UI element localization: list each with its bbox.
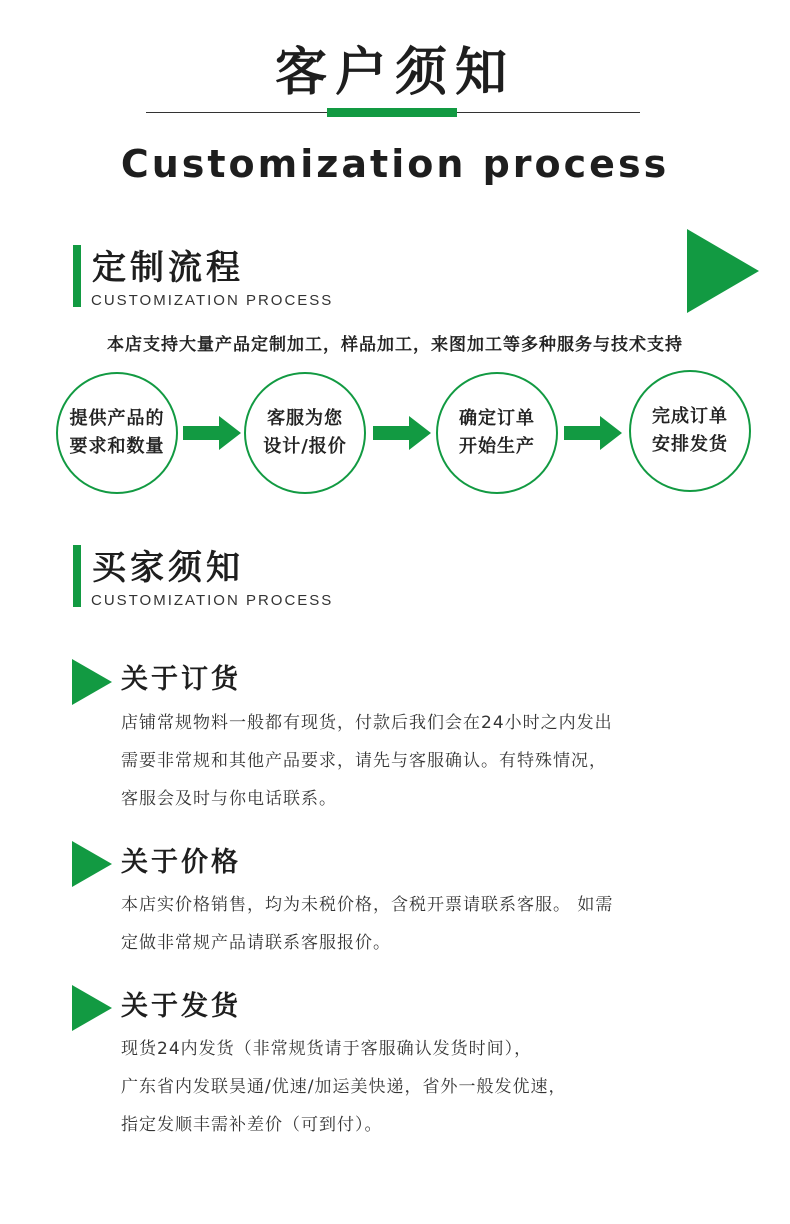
section-bar	[73, 545, 81, 607]
step-circle-4	[629, 370, 751, 492]
notice-line: 客服会及时与你电话联系。	[121, 789, 337, 809]
play-triangle-icon	[72, 985, 112, 1031]
step-line: 客服为您	[267, 408, 343, 429]
notice-item-title: 关于发货	[121, 991, 241, 1022]
page-title: 客户须知	[274, 43, 515, 103]
notice-line: 广东省内发联昊通/优速/加运美快递，省外一般发优速，	[121, 1077, 567, 1097]
step-line: 提供产品的	[69, 408, 165, 429]
notice-item-body	[121, 886, 741, 962]
play-triangle-icon	[687, 229, 759, 313]
step-circle-3	[436, 372, 558, 494]
notice-line: 定做非常规产品请联系客服报价。	[121, 933, 391, 953]
notice-item-title: 关于订货	[121, 664, 241, 695]
notice-line: 指定发顺丰需补差价（可到付）。	[121, 1115, 383, 1135]
play-triangle-icon	[72, 841, 112, 887]
section-subtitle-process: CUSTOMIZATION PROCESS	[91, 292, 334, 309]
notice-line: 需要非常规和其他产品要求，请先与客服确认。有特殊情况，	[121, 751, 607, 771]
step-line: 要求和数量	[69, 436, 165, 457]
right-arrow-icon	[183, 416, 241, 450]
step-circle-2	[244, 372, 366, 494]
title-accent-bar	[327, 108, 457, 117]
notice-line: 店铺常规物料一般都有现货，付款后我们会在24小时之内发出	[121, 713, 613, 733]
right-arrow-icon	[373, 416, 431, 450]
notice-line: 本店实价格销售，均为未税价格，含税开票请联系客服。 如需	[121, 895, 614, 915]
right-arrow-icon	[564, 416, 622, 450]
process-tagline: 本店支持大量产品定制加工，样品加工，来图加工等多种服务与技术支持	[107, 335, 683, 355]
notice-item-title: 关于价格	[121, 847, 241, 878]
step-line: 完成订单	[652, 406, 728, 427]
section-subtitle-notice: CUSTOMIZATION PROCESS	[91, 592, 334, 609]
notice-item-body	[121, 1030, 741, 1144]
notice-line: 现货24内发货（非常规货请于客服确认发货时间），	[121, 1039, 533, 1059]
section-title-process: 定制流程	[92, 248, 244, 288]
step-line: 安排发货	[652, 434, 728, 455]
section-bar	[73, 245, 81, 307]
play-triangle-icon	[72, 659, 112, 705]
step-line: 设计/报价	[263, 436, 347, 457]
step-line: 确定订单	[459, 408, 535, 429]
page-subtitle: Customization process	[120, 142, 670, 186]
step-line: 开始生产	[459, 436, 535, 457]
section-title-notice: 买家须知	[92, 548, 244, 588]
notice-item-body	[121, 704, 741, 818]
step-circle-1	[56, 372, 178, 494]
